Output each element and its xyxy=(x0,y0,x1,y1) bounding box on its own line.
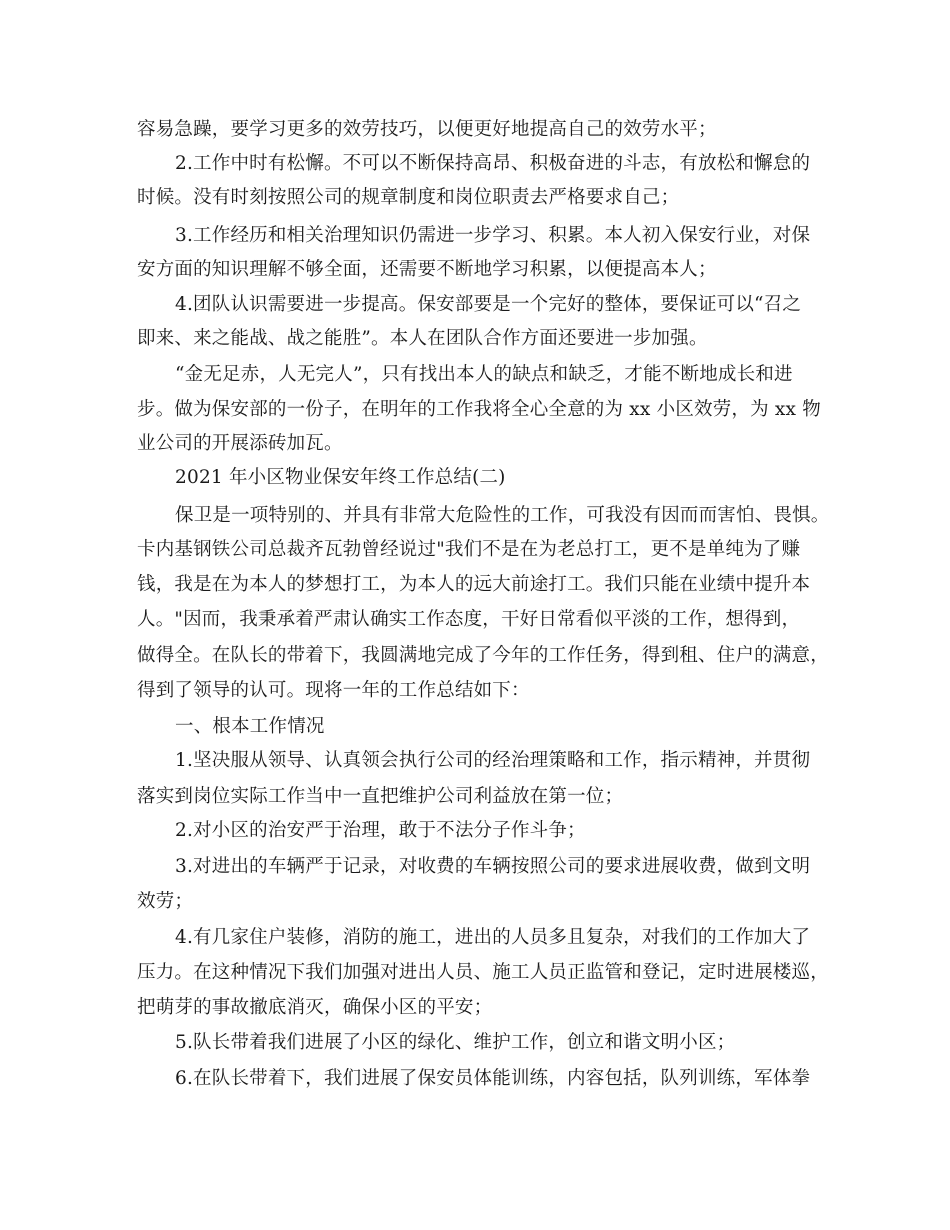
text-line: 人。"因而，我秉承着严肃认确实工作态度，干好日常看似平淡的工作，想得到， xyxy=(137,609,801,630)
text-line: 5.队长带着我们进展了小区的绿化、维护工作，创立和谐文明小区； xyxy=(175,1032,736,1053)
text-line: 2.工作中时有松懈。不可以不断保持高昂、积极奋进的斗志，有放松和懈怠的 xyxy=(175,153,811,174)
text-line: 做得全。在队长的带着下，我圆满地完成了今年的工作任务，得到租、住户的满意， xyxy=(137,645,829,666)
text-line: 效劳； xyxy=(137,891,194,912)
text-line: 2.对小区的治安严于治理，敢于不法分子作斗争； xyxy=(175,820,586,841)
text-line: “金无足赤，人无完人”，只有找出本人的缺点和缺乏，才能不断地成长和进 xyxy=(175,364,793,385)
text-line: 4.有几家住户装修，消防的施工，进出的人员多且复杂，对我们的工作加大了 xyxy=(175,927,811,948)
text-line: 保卫是一项特别的、并具有非常大危险性的工作，可我没有因而而害怕、畏惧。 xyxy=(175,505,830,526)
text-line: 落实到岗位实际工作当中一直把维护公司利益放在第一位； xyxy=(137,786,624,807)
text-line: 容易急躁，要学习更多的效劳技巧，以便更好地提高自己的效劳水平； xyxy=(137,119,717,140)
text-line: 3.对进出的车辆严于记录，对收费的车辆按照公司的要求进展收费，做到文明 xyxy=(175,856,811,877)
text-line: 6.在队长带着下，我们进展了保安员体能训练，内容包括，队列训练，军体拳 xyxy=(175,1068,811,1089)
text-line: 步。做为保安部的一份子，在明年的工作我将全心全意的为 xx 小区效劳，为 xx 物 xyxy=(137,399,821,420)
text-line: 压力。在这种情况下我们加强对进出人员、施工人员正监管和登记，定时进展楼巡， xyxy=(137,962,829,983)
text-line: 即来、来之能战、战之能胜”。本人在团队合作方面还要进一步加强。 xyxy=(137,328,708,349)
subheading: 一、根本工作情况 xyxy=(175,716,325,737)
section-heading: 2021 年小区物业保安年终工作总结(二) xyxy=(175,467,506,488)
text-line: 钱，我是在为本人的梦想打工，为本人的远大前途打工。我们只能在业绩中提升本 xyxy=(137,574,811,595)
text-line: 安方面的知识理解不够全面，还需要不断地学习积累，以便提高本人； xyxy=(137,259,717,280)
text-line: 3.工作经历和相关治理知识仍需进一步学习、积累。本人初入保安行业，对保 xyxy=(175,225,811,246)
text-line: 业公司的开展添砖加瓦。 xyxy=(137,433,343,454)
text-line: 时候。没有时刻按照公司的规章制度和岗位职责去严格要求自己； xyxy=(137,187,680,208)
text-line: 把萌芽的事故撤底消灭，确保小区的平安； xyxy=(137,997,493,1018)
text-line: 卡内基钢铁公司总裁齐瓦勃曾经说过"我们不是在为老总打工，更不是单纯为了赚 xyxy=(137,539,801,560)
text-line: 4.团队认识需要进一步提高。保安部要是一个完好的整体，要保证可以“召之 xyxy=(175,294,802,315)
text-line: 1.坚决服从领导、认真领会执行公司的经治理策略和工作，指示精神，并贯彻 xyxy=(175,750,811,771)
text-line: 得到了领导的认可。现将一年的工作总结如下： xyxy=(137,680,530,701)
